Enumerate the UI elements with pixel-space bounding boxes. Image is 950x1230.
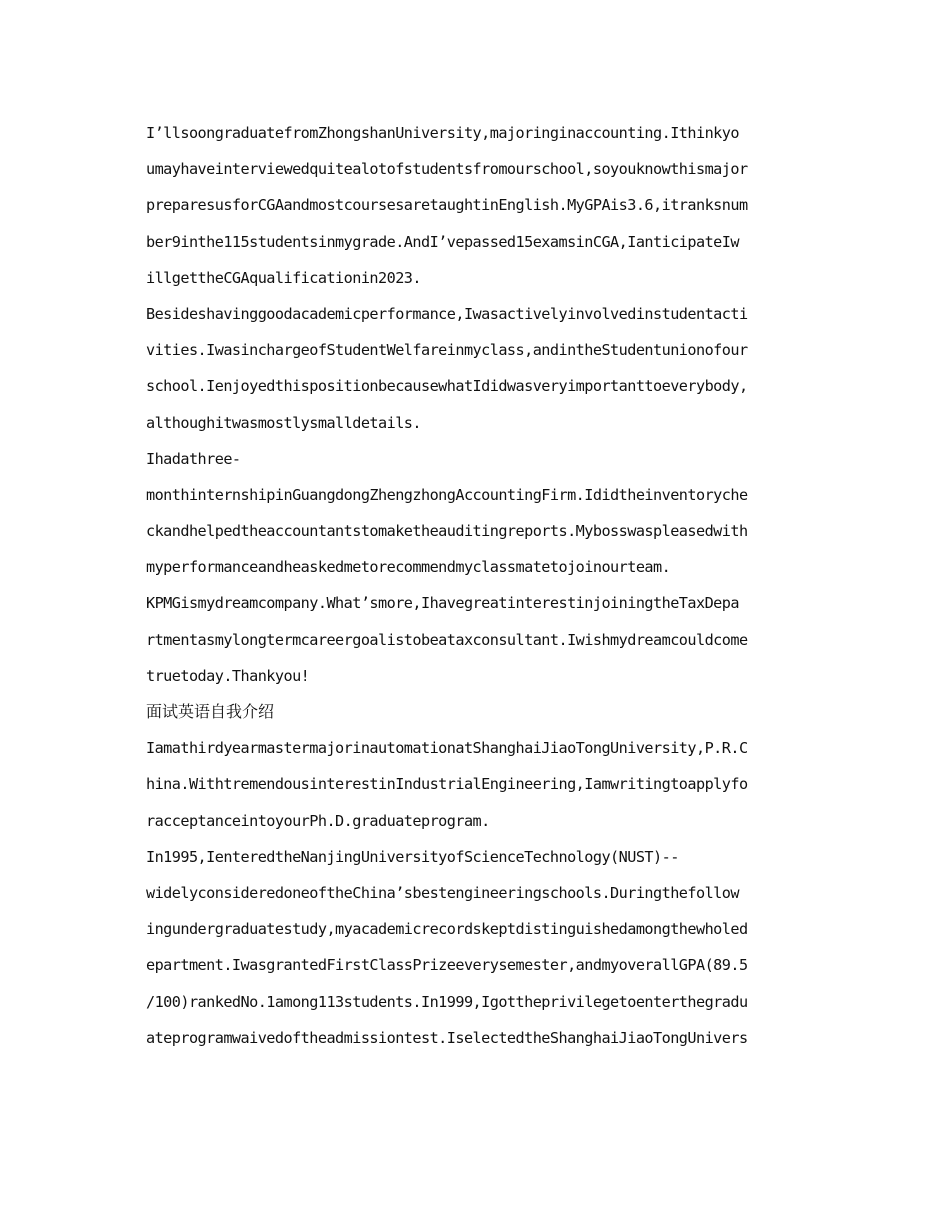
text-line: epartment.IwasgrantedFirstClassPrizeeverysemester,andmyoverallGPA(89.5 — [146, 956, 748, 975]
text-line: truetoday.Thankyou! — [146, 666, 310, 685]
text-line: ber9inthe115studentsinmygrade.AndI’vepassed15examsinCGA,IanticipateIw — [146, 232, 739, 251]
text-line: Besideshavinggoodacademicperformance,Iwasactivelyinvolvedinstudentacti — [146, 304, 748, 323]
text-line: school.IenjoyedthispositionbecausewhatIdidwasveryimportanttoeverybody, — [146, 377, 748, 396]
text-line: I’llsoongraduatefromZhongshanUniversity,majoringinaccounting.Ithinkyo — [146, 124, 739, 142]
text-line: myperformanceandheaskedmetorecommendmyclassmatetojoinourteam. — [146, 558, 671, 577]
text-line: racceptanceintoyourPh.D.graduateprogram. — [146, 811, 490, 830]
text-line: /100)rankedNo.1among113students.In1999,Igottheprivilegetoenterthegradu — [146, 992, 748, 1011]
text-line: IamathirdyearmastermajorinautomationatShanghaiJiaoTongUniversity,P.R.C — [146, 739, 748, 758]
text-line: Ihadathree- — [146, 449, 241, 468]
text-line: ateprogramwaivedoftheadmissiontest.IselectedtheShanghaiJiaoTongUnivers — [146, 1028, 748, 1047]
text-line: preparesusforCGAandmostcoursesaretaughtinEnglish.MyGPAis3.6,itranksnum — [146, 196, 748, 215]
text-line: monthinternshipinGuangdongZhengzhongAccountingFirm.Ididtheinventoryche — [146, 485, 748, 504]
text-line: umayhaveinterviewedquitealotofstudentsfromourschool,soyouknowthismajor — [146, 160, 748, 179]
text-line: KPMGismydreamcompany.What’smore,IhavegreatinterestinjoiningtheTaxDepa — [146, 594, 739, 613]
section-heading: 面试英语自我介绍 — [146, 702, 275, 721]
text-line: ingundergraduatestudy,myacademicrecordskeptdistinguishedamongthewholed — [146, 920, 748, 939]
text-line: In1995,IenteredtheNanjingUniversityofScienceTechnology(NUST)-- — [146, 847, 679, 866]
text-line: althoughitwasmostlysmalldetails. — [146, 413, 421, 432]
text-line: ckandhelpedtheaccountantstomaketheauditingreports.Mybosswaspleasedwith — [146, 522, 748, 541]
text-line: rtmentasmylongtermcareergoalistobeataxconsultant.Iwishmydreamcouldcome — [146, 630, 748, 649]
text-line: vities.IwasinchargeofStudentWelfareinmyclass,andintheStudentunionofour — [146, 341, 748, 360]
text-line: widelyconsideredoneoftheChina’sbestengineeringschools.Duringthefollow — [146, 883, 739, 902]
text-line: hina.WithtremendousinterestinIndustrialEngineering,Iamwritingtoapplyfo — [146, 775, 748, 794]
text-line: illgettheCGAqualificationin2023. — [146, 268, 421, 287]
document-body — [146, 115, 801, 1056]
